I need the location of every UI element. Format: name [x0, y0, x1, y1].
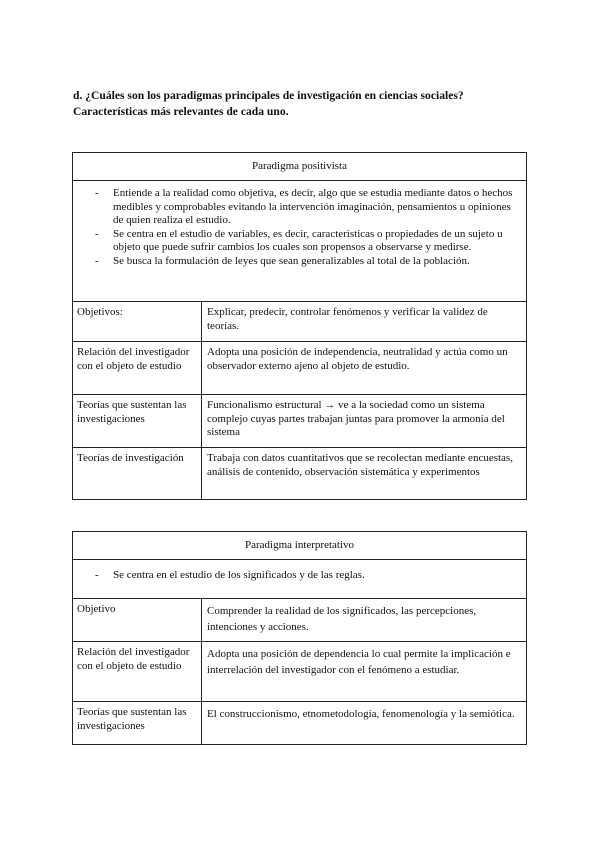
- row-value: Trabaja con datos cuantitativos que se recolectan mediante encuestas, análisis de contenido, observación sistemática y experimentos: [202, 448, 527, 500]
- row-label: Objetivo: [73, 599, 202, 642]
- table-row: [73, 702, 527, 745]
- row-value: El construccionismo, etnometodología, fenomenología y la semiótica.: [202, 702, 527, 745]
- bullet-item: - Se centra en el estudio de variables, es decir, características o propiedades de un sujeto u objeto que puede sufrir cambios los cuales son propensos a observarse y medirse.: [73, 228, 518, 255]
- bullet-item: - Entiende a la realidad como objetiva, es decir, algo que se estudia mediante datos o hechos medibles y comprobables evitando la intervención imaginación, pensamientos u opiniones de quien realiza el estudio.: [73, 187, 518, 228]
- bullet-list: [73, 181, 526, 274]
- question-heading: [73, 88, 533, 120]
- table-interpretativo: [72, 531, 527, 745]
- bullet-item: - Se busca la formulación de leyes que sean generalizables al total de la población.: [73, 255, 518, 269]
- table-row: [73, 342, 527, 395]
- bullet-item: - Se centra en el estudio de los significados y de las reglas.: [73, 569, 518, 583]
- row-label: Teorías de investigación: [73, 448, 202, 500]
- table-positivista: [72, 152, 527, 500]
- row-label: Relación del investigador con el objeto de estudio: [73, 342, 202, 395]
- question-line-1: d. ¿Cuáles son los paradigmas principales de investigación en ciencias sociales?: [73, 89, 464, 102]
- table-row: [73, 302, 527, 342]
- bullet-list: [73, 567, 526, 591]
- row-value: Funcionalismo estructural → ve a la sociedad como un sistema complejo cuyas partes trabajan juntas para promover la armonía del sistema: [202, 395, 527, 448]
- bullet-cell: [73, 560, 527, 599]
- row-value: Adopta una posición de dependencia lo cual permite la implicación e interrelación del investigador con el fenómeno a estudiar.: [202, 642, 527, 702]
- table-row: [73, 448, 527, 500]
- row-value: Comprender la realidad de los significados, las percepciones, intenciones y acciones.: [202, 599, 527, 642]
- table-row: [73, 599, 527, 642]
- table-row: [73, 642, 527, 702]
- row-label: Relación del investigador con el objeto de estudio: [73, 642, 202, 702]
- row-label: Objetivos:: [73, 302, 202, 342]
- row-value: Adopta una posición de independencia, neutralidad y actúa como un observador externo ajeno al objeto de estudio.: [202, 342, 527, 395]
- bullet-cell: [73, 181, 527, 302]
- row-value: Explicar, predecir, controlar fenómenos y verificar la validez de teorías.: [202, 302, 527, 342]
- row-label: Teorías que sustentan las investigaciones: [73, 395, 202, 448]
- table-row: [73, 395, 527, 448]
- table-title: Paradigma interpretativo: [73, 532, 527, 560]
- question-line-2: Características más relevantes de cada uno.: [73, 105, 289, 118]
- table-title: Paradigma positivista: [73, 153, 527, 181]
- row-label: Teorías que sustentan las investigaciones: [73, 702, 202, 745]
